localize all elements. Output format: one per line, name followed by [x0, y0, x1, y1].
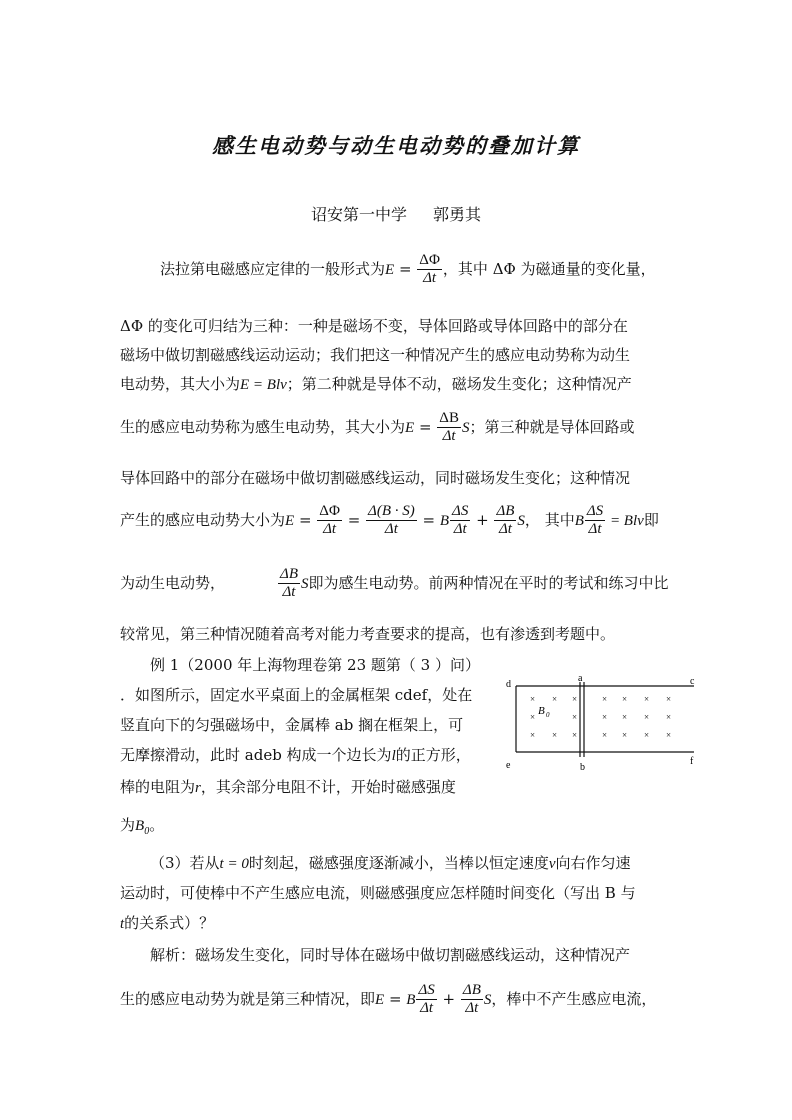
- field-cross: ×: [666, 712, 672, 722]
- field-cross: ×: [552, 694, 558, 704]
- field-cross: ×: [622, 712, 628, 722]
- frac-denominator: Δt: [282, 584, 296, 601]
- frac-numerator: ΔB: [437, 410, 461, 428]
- field-cross: ×: [666, 694, 672, 704]
- frac-denominator: Δt: [384, 521, 398, 538]
- math-l: l: [391, 748, 396, 764]
- math-B: B: [574, 512, 584, 529]
- text-run: ，其余部分电阻不计，开始时磁感强度: [200, 778, 456, 796]
- text-run: 即为感生电动势。前两种情况在平时的考试和练习中比: [308, 573, 669, 592]
- frac-numerator: ΔΦ: [317, 503, 342, 521]
- frac-denominator: Δt: [465, 1000, 479, 1017]
- field-cross: ×: [530, 694, 536, 704]
- field-cross: ×: [602, 694, 608, 704]
- fraction-db-dt: [437, 410, 461, 446]
- text-run: ， 其中: [524, 510, 575, 529]
- text-run: ，其中 ΔΦ 为磁通量的变化量，: [442, 259, 656, 278]
- math-r: r: [195, 780, 201, 796]
- label-B0: B: [538, 705, 545, 717]
- field-crosses: [530, 694, 671, 740]
- frac-denominator: Δt: [453, 521, 467, 538]
- text-run: 向右作匀速: [555, 854, 631, 872]
- label-b: b: [580, 762, 585, 773]
- math-eq: =: [342, 510, 366, 529]
- text-run: 为动生电动势，: [120, 573, 226, 592]
- text-run: ；第二种就是导体不动，磁场发生变化；这种情况产: [286, 375, 632, 393]
- math-subscript: 0: [144, 826, 150, 837]
- frac-numerator: ΔS: [416, 982, 436, 1000]
- math-E: E: [285, 512, 295, 529]
- math-B0: B: [135, 818, 145, 834]
- frac-denominator: Δt: [323, 521, 337, 538]
- text-run: 即: [643, 510, 659, 529]
- frac-numerator: ΔB: [494, 503, 516, 521]
- para-line: 导体回路中的部分在磁场中做切割磁感线运动，同时磁场发生变化；这种情况: [120, 469, 631, 487]
- math-blv: = Blv: [606, 512, 644, 529]
- math-eq: =: [294, 510, 317, 529]
- text-run: 法拉第电磁感应定律的一般形式为: [160, 259, 386, 278]
- field-cross: ×: [530, 730, 536, 740]
- text-run: （3）若从: [150, 854, 220, 872]
- math-blv: E = Blv: [240, 377, 287, 393]
- fraction-db-dt: [278, 566, 300, 602]
- para-line: [120, 814, 164, 837]
- math-t: t: [120, 916, 125, 932]
- field-cross: ×: [602, 712, 608, 722]
- math-eq: =: [394, 259, 417, 278]
- label-B0-sub: 0: [546, 711, 550, 719]
- frac-denominator: Δt: [423, 270, 437, 287]
- field-cross: ×: [622, 730, 628, 740]
- math-eq: =: [417, 510, 440, 529]
- para-line: [150, 852, 631, 873]
- para-line: [160, 252, 656, 288]
- text-run: ；第三种就是导体回路或: [469, 417, 635, 436]
- para-line: 解析：磁场发生变化，同时导体在磁场中做切割磁感线运动，这种情况产: [150, 946, 631, 964]
- author-line: [0, 202, 792, 225]
- fraction-ds-dt: [450, 503, 470, 539]
- math-S: S: [517, 512, 525, 529]
- frac-denominator: Δt: [420, 1000, 434, 1017]
- para-line: ΔΦ 的变化可归结为三种：一种是磁场不变，导体回路或导体回路中的部分在: [120, 317, 628, 335]
- math-E: E: [375, 991, 385, 1008]
- field-cross: ×: [602, 730, 608, 740]
- math-S: S: [461, 419, 470, 436]
- para-line: [120, 566, 669, 602]
- math-v: v: [548, 856, 556, 872]
- text-run: 的关系式）？: [124, 914, 215, 932]
- text-run: 电动势，其大小为: [120, 375, 241, 393]
- para-line: [120, 744, 471, 765]
- math-t0: t = 0: [219, 856, 249, 872]
- label-a: a: [578, 673, 583, 684]
- text-run: 时刻起，磁感强度逐渐减小，当棒以恒定速度: [248, 854, 549, 872]
- para-line: [120, 373, 632, 394]
- math-S: S: [483, 991, 492, 1008]
- circuit-figure: [504, 672, 704, 776]
- page-title: 感生电动势与动生电动势的叠加计算: [212, 133, 580, 158]
- frac-numerator: ΔS: [585, 503, 605, 521]
- example-heading: 例 1（2000 年上海物理卷第 23 题第（ 3 ）问）: [150, 656, 480, 674]
- math-B: B: [406, 991, 416, 1008]
- math-B: B: [439, 512, 450, 529]
- frac-numerator: ΔS: [450, 503, 470, 521]
- text-run: 生的感应电动势称为感生电动势，其大小为: [120, 417, 406, 436]
- field-cross: ×: [572, 694, 578, 704]
- fraction-dbs-dt: [366, 503, 417, 539]
- math-plus: +: [437, 989, 460, 1008]
- field-cross: ×: [644, 694, 650, 704]
- math-eq: =: [384, 989, 407, 1008]
- fraction-dphi-dt: [317, 503, 342, 539]
- text-run: 的正方形，: [395, 746, 471, 764]
- para-line: [120, 982, 656, 1018]
- fraction-db-dt: [461, 982, 483, 1018]
- field-cross: ×: [572, 712, 578, 722]
- field-cross: ×: [644, 712, 650, 722]
- math-eq: =: [414, 417, 437, 436]
- text-run: 生的感应电动势为就是第三种情况，即: [120, 989, 376, 1008]
- para-line: 较常见，第三种情况随着高考对能力考查要求的提高，也有渗透到考题中。: [120, 625, 616, 643]
- math-E: E: [385, 261, 395, 278]
- frac-numerator: Δ(B · S): [366, 503, 417, 521]
- math-S: S: [300, 575, 309, 592]
- frac-denominator: Δt: [498, 521, 512, 538]
- fraction-db-dt: [494, 503, 516, 539]
- para-line: 运动时，可使棒中不产生感应电流，则磁感强度应怎样随时间变化（写出 B 与: [120, 884, 636, 902]
- frac-denominator: Δt: [442, 428, 456, 445]
- field-cross: ×: [622, 694, 628, 704]
- label-f: f: [690, 756, 694, 767]
- label-e: e: [506, 760, 511, 771]
- fraction-ds-dt: [416, 982, 436, 1018]
- para-line: [120, 410, 634, 446]
- para-line: 竖直向下的匀强磁场中，金属棒 ab 搁在框架上，可: [120, 716, 464, 734]
- frac-numerator: ΔB: [278, 566, 300, 584]
- para-line: [120, 912, 214, 933]
- text-run: 棒的电阻为: [120, 778, 196, 796]
- para-line: 磁场中做切割磁感线运动运动；我们把这一种情况产生的感应电动势称为动生: [120, 346, 631, 364]
- frac-denominator: Δt: [588, 521, 602, 538]
- frac-numerator: ΔB: [461, 982, 483, 1000]
- field-cross: ×: [530, 712, 536, 722]
- para-line: [120, 503, 659, 539]
- label-c: c: [690, 676, 695, 687]
- text-run: 。: [149, 816, 165, 834]
- text-run: 无摩擦滑动，此时 adeb 构成一个边长为: [120, 746, 392, 764]
- text-run: ，棒中不产生感应电流，: [491, 989, 657, 1008]
- text-run: 为: [120, 816, 136, 834]
- field-cross: ×: [644, 730, 650, 740]
- field-cross: ×: [552, 730, 558, 740]
- para-line: [120, 776, 456, 797]
- text-run: 产生的感应电动势大小为: [120, 510, 286, 529]
- field-cross: ×: [572, 730, 578, 740]
- math-E: E: [405, 419, 415, 436]
- field-cross: ×: [666, 730, 672, 740]
- frac-numerator: ΔΦ: [417, 252, 442, 270]
- label-d: d: [506, 679, 511, 690]
- author-name: 郭勇其: [433, 205, 482, 224]
- math-plus: +: [471, 510, 494, 529]
- fraction-ds-dt: [585, 503, 605, 539]
- para-line: ．如图所示，固定水平桌面上的金属框架 cdef，处在: [120, 686, 473, 704]
- author-school: 诏安第一中学: [310, 205, 407, 224]
- fraction-dphi-dt: [417, 252, 442, 288]
